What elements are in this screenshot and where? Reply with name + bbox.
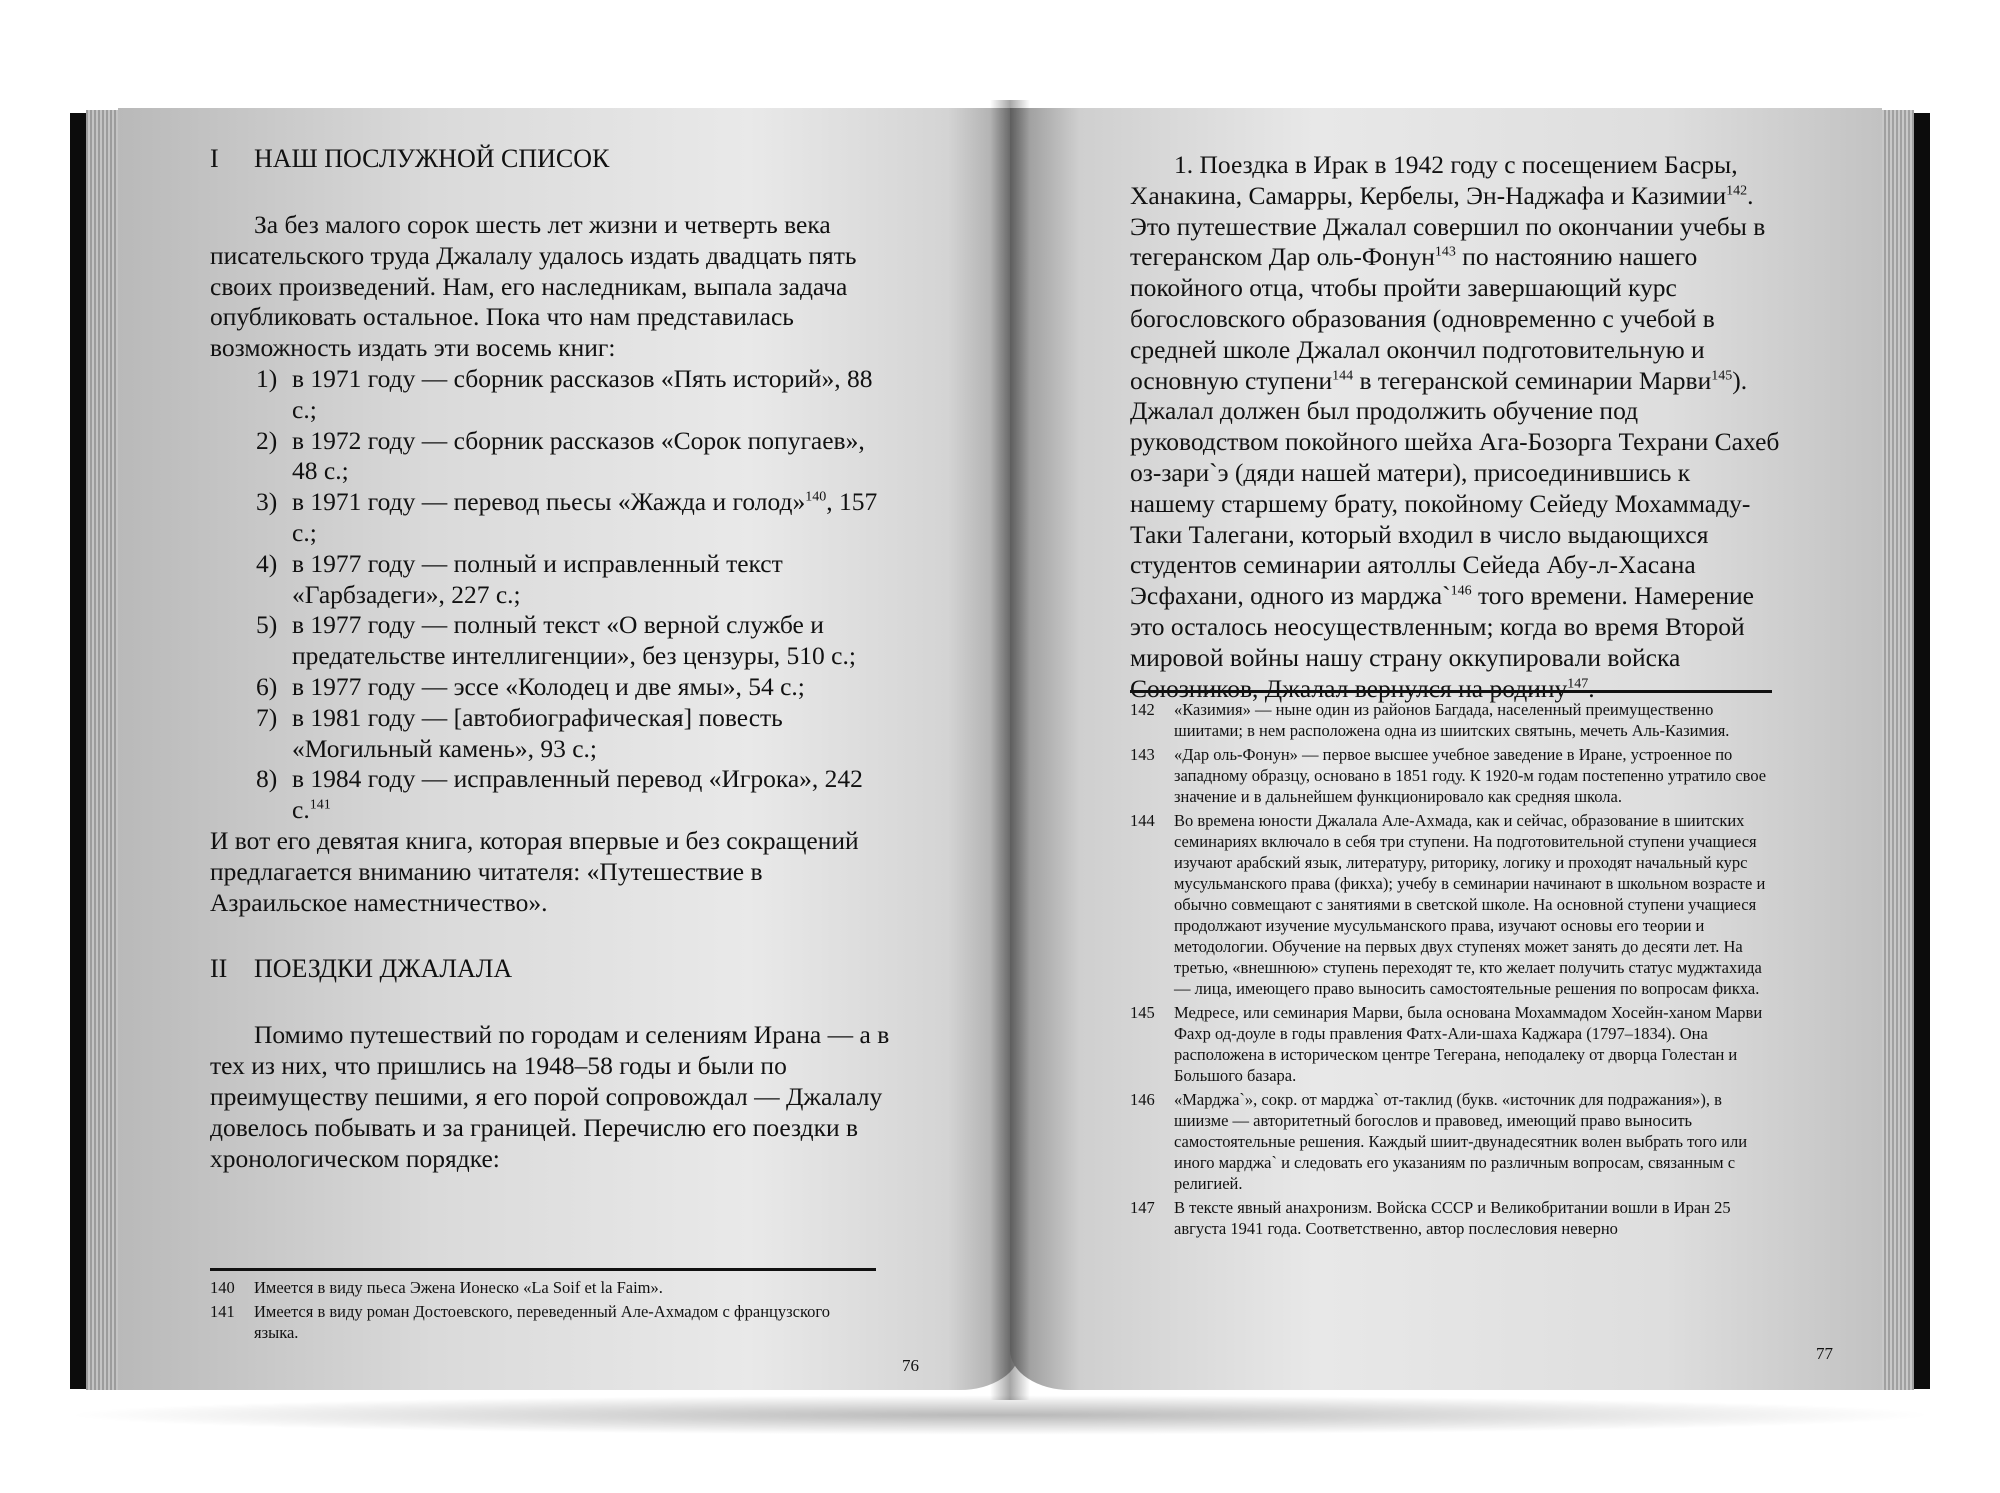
section-heading-2 <box>210 954 892 984</box>
footnote-number: 144 <box>1130 811 1155 830</box>
list-item-text: в 1977 году — эссе «Колодец и две ямы», 54 с.; <box>292 671 805 701</box>
footnote-ref: 145 <box>1711 368 1733 384</box>
body-text: в тегеранской семинарии Марви <box>1353 365 1712 395</box>
travel-intro-paragraph: Помимо путешествий по городам и селениям Ирана — а в тех из них, что пришлись на 1948–58 годы и были по преимуществу пешими, я его порой сопровождал — Джалалу довелось побывать и за границей. Перечислю его поездки в хронологическом порядке: <box>210 1020 890 1173</box>
list-item-text: в 1977 году — полный текст «О верной службе и предательстве интеллигенции», без цензуры, 510 с.; <box>292 610 856 671</box>
footnote <box>1130 699 1772 741</box>
list-item-number: 7) <box>256 702 278 732</box>
section-title: ПОЕЗДКИ ДЖАЛАЛА <box>254 954 513 984</box>
page-number: 76 <box>902 1356 919 1375</box>
body-text: ). Джалал должен был продолжить обучение под руководством покойного шейха Ага-Бозорга Техрани Сахеб оз-зари`э (дяди нашей матери), присоединившись к нашему старшему брату, покойному Сейеду Мохаммаду-Таки Талегани, который входил в число выдающихся студентов семинарии аятоллы Сейеда Абу-л-Хасана Эсфахани, одного из марджа` <box>1130 365 1780 611</box>
footnote-text: «Дар оль-Фонун» — первое высшее учебное заведение в Иране, устроенное по западному образцу, основано в 1851 году. К 1920-м годам постепенно утратило свое значение и в дальнейшем функционировало как средняя школа. <box>1174 745 1767 806</box>
list-item-number: 2) <box>256 425 278 455</box>
list-item <box>210 487 892 549</box>
body-text: по настоянию нашего покойного отца, чтобы пройти завершающий курс богословского образования (одновременно с учебой в средней школе Джалал окончил подготовительную и основную ступени <box>1130 242 1715 395</box>
footnote-number: 141 <box>210 1302 235 1321</box>
books-list <box>210 364 892 826</box>
left-footnotes <box>210 1268 876 1346</box>
footnote-text: «Казимия» — ныне один из районов Багдада, населенный преимущественно шиитами; в нем расположена одна из шиитских святынь, мечеть Аль-Казимия. <box>1174 700 1730 740</box>
right-footnotes <box>1130 690 1772 1242</box>
footnote-number: 146 <box>1130 1090 1155 1109</box>
body-text: того времени. Намерение это осталось неосуществленным; когда во время Второй мировой войны нашу страну оккупировали войска Союзников, Джалал вернулся на родину <box>1130 581 1754 703</box>
footnote-ref: 140 <box>805 489 827 505</box>
footnote <box>1130 744 1772 807</box>
right-cover-edge <box>1912 113 1930 1389</box>
list-item-text: в 1971 году — сборник рассказов «Пять историй», 88 с.; <box>292 363 873 424</box>
footnote-number: 142 <box>1130 700 1155 719</box>
right-page-content <box>1130 150 1780 704</box>
list-item-number: 1) <box>256 363 278 393</box>
footnote-ref: 142 <box>1726 183 1748 199</box>
footnote-number: 145 <box>1130 1003 1155 1022</box>
footnote-ref: 143 <box>1434 244 1456 260</box>
book-gutter <box>990 100 1030 1400</box>
footnote-ref: 146 <box>1450 583 1472 599</box>
body-text: . <box>1588 673 1595 703</box>
footnote <box>1130 1197 1772 1239</box>
footnote-text: Имеется в виду роман Достоевского, переведенный Але-Ахмадом с французского языка. <box>254 1302 830 1342</box>
footnote-text: «Марджа`», сокр. от марджа` от-таклид (букв. «источник для подражания»), в шиизме — авторитетный богослов и правовед, имеющий право выносить самостоятельные решения. Каждый шиит-двунадесятник волен выбрать того или иного марджа` и следовать его указаниям по различным вопросам, связанным с религией. <box>1174 1090 1748 1193</box>
outro-paragraph: И вот его девятая книга, которая впервые и без сокращений предлагается вниманию читателя: «Путешествие в Азраильское наместничество». <box>210 825 859 917</box>
footnote <box>1130 1002 1772 1086</box>
list-item-number: 6) <box>256 671 278 701</box>
list-item-text <box>292 487 892 549</box>
footnote-text: Во времена юности Джалала Але-Ахмада, как и сейчас, образование в шиитских семинариях включало в себя три ступени. На подготовительной ступени учащиеся изучают арабский язык, литературу, риторику, логику и проходят начальный курс мусульманского права (фикха); учебу в семинарии начинают в школьном возрасте и обычно совмещают с занятиями в светской школе. На основной ступени учащиеся продолжают изучение мусульманского права, изучают основы его теории и методологии. Обучение на первых двух ступенях может занять до десяти лет. На третью, «внешнюю» ступень переходят те, кто желает получить статус муджтахида — лица, имеющего право выносить самостоятельные решения по вопросам фикха. <box>1174 811 1766 998</box>
footnote <box>210 1301 876 1343</box>
footnote-text: Медресе, или семинария Марви, была основана Мохаммадом Хосейн-ханом Марви Фахр од-доуле в годы правления Фатх-Али-шаха Каджара (1797–1834). Она расположена в историческом центре Тегерана, неподалеку от дворца Голестан и Большого базара. <box>1174 1003 1763 1085</box>
body-text: 1. Поездка в Ирак в 1942 году с посещением Басры, Ханакина, Самарры, Кербелы, Эн-Наджафа и Казимии <box>1130 150 1738 210</box>
body-text: . Это путешествие Джалал совершил по окончании учебы в тегеранском Дар оль-Фонун <box>1130 180 1766 272</box>
list-item-text-main: в 1984 году — исправленный перевод «Игрока», 242 с. <box>292 764 863 825</box>
footnote-ref: 141 <box>309 797 331 813</box>
list-item-number: 4) <box>256 548 278 578</box>
footnote-ref: 144 <box>1332 368 1354 384</box>
left-page-content <box>210 144 892 1174</box>
section-number: I <box>210 144 219 173</box>
list-item <box>210 364 892 426</box>
footnote-number: 147 <box>1130 1198 1155 1217</box>
list-item <box>210 764 892 826</box>
section-number: II <box>210 954 228 984</box>
right-page <box>1010 108 1882 1390</box>
footnote <box>210 1277 876 1298</box>
list-item-text <box>292 764 892 826</box>
left-page-stack <box>86 110 122 1390</box>
list-item-text-main: в 1971 году — перевод пьесы «Жажда и голод» <box>292 487 806 517</box>
footnote-text: В тексте явный анахронизм. Войска СССР и Великобритании вошли в Иран 25 августа 1941 года. Соответственно, автор послесловия неверно <box>1174 1198 1731 1238</box>
list-item <box>210 549 892 611</box>
footnote-number: 140 <box>210 1278 235 1297</box>
list-item-text: в 1972 году — сборник рассказов «Сорок попугаев», 48 с.; <box>292 425 865 486</box>
footnote <box>1130 810 1772 999</box>
trip-paragraph <box>1130 150 1780 704</box>
section-heading-1 <box>210 144 892 174</box>
footnote-divider <box>1130 690 1772 693</box>
list-item-text: в 1981 году — [автобиографическая] повесть «Могильный камень», 93 с.; <box>292 702 783 763</box>
left-page <box>118 108 1020 1390</box>
list-item-number: 3) <box>256 487 278 517</box>
book-shadow <box>60 1395 1940 1435</box>
list-item <box>210 610 892 672</box>
footnote-number: 143 <box>1130 745 1155 764</box>
intro-paragraph: За без малого сорок шесть лет жизни и четверть века писательского труда Джалалу удалось издать двадцать пять своих произведений. Нам, его наследникам, выпала задача опубликовать остальное. Пока что нам представилась возможность издать эти восемь книг: <box>210 210 857 363</box>
section-title: НАШ ПОСЛУЖНОЙ СПИСОК <box>254 144 610 173</box>
footnote-text: Имеется в виду пьеса Эжена Ионеско «La Soif et la Faim». <box>254 1278 663 1297</box>
footnote-ref: 147 <box>1567 676 1589 692</box>
footnote <box>1130 1089 1772 1194</box>
list-item-text-tail: , 157 с.; <box>292 487 878 547</box>
list-item <box>210 426 892 488</box>
list-item-text: в 1977 году — полный и исправленный текст «Гарбзадеги», 227 с.; <box>292 548 783 609</box>
footnote-divider <box>210 1268 876 1271</box>
list-item-number: 5) <box>256 610 278 640</box>
page-number: 77 <box>1816 1344 1833 1363</box>
list-item <box>210 703 892 765</box>
list-item <box>210 672 892 703</box>
list-item-number: 8) <box>256 764 278 794</box>
